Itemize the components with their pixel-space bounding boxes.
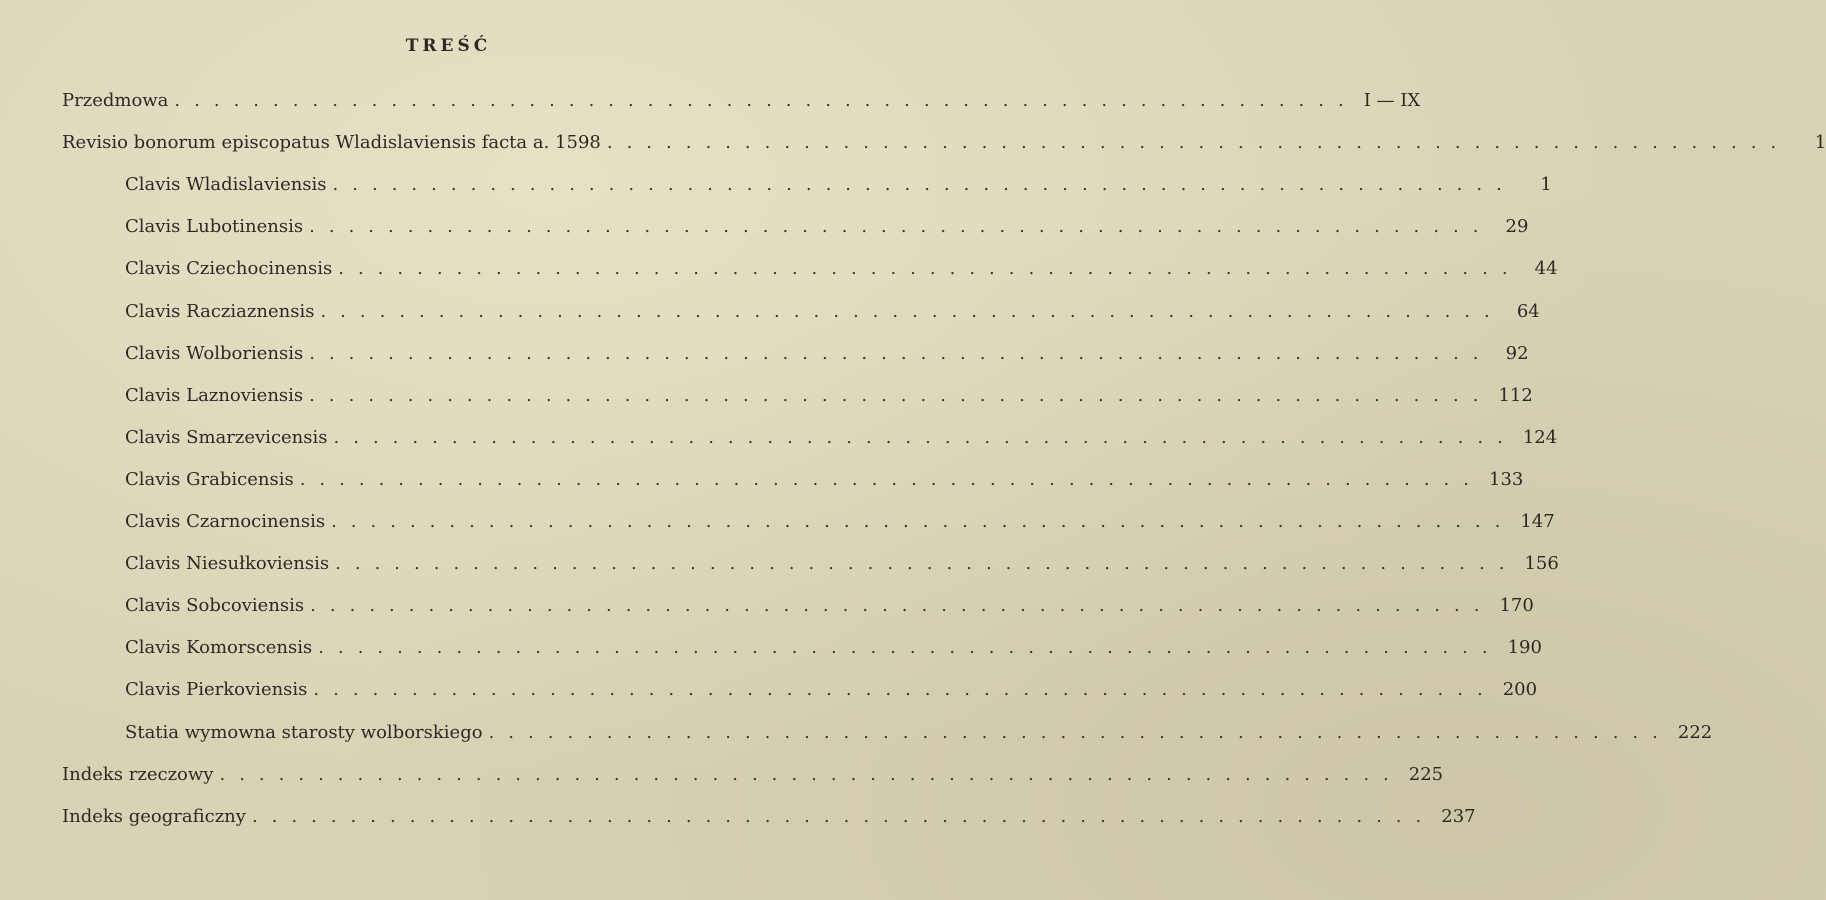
toc-entry-page: 64 (1516, 300, 1540, 322)
toc-entry-label: Statia wymowna starosty wolborskiego (125, 721, 483, 743)
toc-entry (125, 300, 1540, 327)
toc-entry-page: 190 (1507, 637, 1542, 659)
toc-entry-page: 1 (1814, 132, 1826, 154)
toc-entry-page: 170 (1499, 595, 1534, 617)
toc-entry (125, 174, 1552, 200)
dot-leader: ............................................................ (320, 300, 1504, 322)
toc-entry (125, 637, 1542, 663)
toc-entry (125, 216, 1529, 242)
toc-entry-page: 124 (1522, 426, 1558, 448)
toc-entry-page: 237 (1441, 805, 1476, 827)
toc-entry-label: Clavis Laznoviensis (125, 384, 304, 406)
toc-entry-page: 1 (1540, 174, 1552, 196)
dot-leader: ............................................................ (332, 174, 1516, 196)
toc-entry-label: Clavis Smarzevicensis (125, 426, 328, 448)
toc-entry (62, 90, 1421, 116)
toc-entry-label: Clavis Lubotinensis (125, 216, 304, 238)
toc-entry-label: Indeks rzeczowy (62, 763, 214, 785)
dot-leader: ............................................................ (606, 132, 1791, 154)
toc-entry (125, 721, 1713, 748)
toc-entry (125, 426, 1558, 453)
dot-leader: ............................................................ (309, 384, 1493, 406)
dot-leader: ............................................................ (309, 216, 1493, 238)
toc-entry-label: Clavis Pierkoviensis (125, 679, 308, 701)
toc-entry (125, 342, 1529, 369)
toc-entry-page: 156 (1524, 553, 1559, 575)
toc-entry-page: 222 (1677, 721, 1713, 743)
toc-entry-label: Przedmowa (62, 90, 169, 111)
toc-entry-page: 92 (1505, 342, 1529, 364)
toc-entry (62, 132, 1826, 158)
toc-entry-label: Clavis Grabicensis (125, 468, 294, 490)
toc-entry-page: 44 (1534, 258, 1558, 280)
toc-entry-label: Revisio bonorum episcopatus Wladislaviensis facta a. 1598 (62, 132, 601, 154)
toc-entry-page: 147 (1520, 511, 1555, 532)
toc-entry-label: Indeks geograficzny (62, 805, 246, 827)
toc-entry-label: Clavis Racziaznensis (125, 300, 315, 322)
toc-entry (62, 763, 1444, 790)
page-title: TREŚĆ (405, 36, 492, 56)
toc-entry (125, 679, 1538, 705)
dot-leader: ............................................................ (338, 258, 1522, 280)
toc-entry (125, 468, 1524, 495)
toc-entry-label: Clavis Wladislaviensis (125, 174, 327, 196)
dot-leader: ............................................................ (488, 721, 1672, 743)
toc-entry (125, 511, 1555, 537)
toc-entry-page: 200 (1502, 679, 1538, 701)
dot-leader: ............................................................ (335, 553, 1519, 575)
dot-leader: ............................................................ (299, 468, 1484, 490)
dot-leader: ............................................................ (313, 679, 1497, 701)
dot-leader: ............................................................ (309, 342, 1493, 364)
toc-entry (62, 805, 1476, 832)
toc-entry-label: Clavis Komorscensis (125, 637, 313, 659)
dot-leader: ............................................................ (331, 511, 1515, 532)
toc-entry (125, 595, 1534, 621)
dot-leader: ............................................................ (174, 90, 1358, 111)
toc-entry-page: 112 (1498, 384, 1533, 406)
toc-entry-page: 225 (1408, 763, 1444, 785)
toc-entry-label: Clavis Sobcoviensis (125, 595, 305, 617)
toc-entry (125, 553, 1559, 579)
toc-entry-page: I — IX (1363, 90, 1421, 111)
toc-entry-label: Clavis Wolboriensis (125, 342, 304, 364)
toc-entry-label: Clavis Czarnocinensis (125, 511, 326, 532)
dot-leader: ............................................................ (318, 637, 1502, 659)
dot-leader: ............................................................ (310, 595, 1494, 617)
dot-leader: ............................................................ (219, 763, 1403, 785)
toc-entry (125, 384, 1533, 411)
toc-entry-page: 29 (1505, 216, 1529, 238)
toc-entry (125, 258, 1558, 284)
dot-leader: ............................................................ (333, 426, 1517, 448)
toc-entry-page: 133 (1489, 468, 1524, 490)
dot-leader: ............................................................ (251, 805, 1436, 827)
toc-entry-label: Clavis Cziechocinensis (125, 258, 333, 280)
toc-entry-label: Clavis Niesułkoviensis (125, 553, 330, 575)
